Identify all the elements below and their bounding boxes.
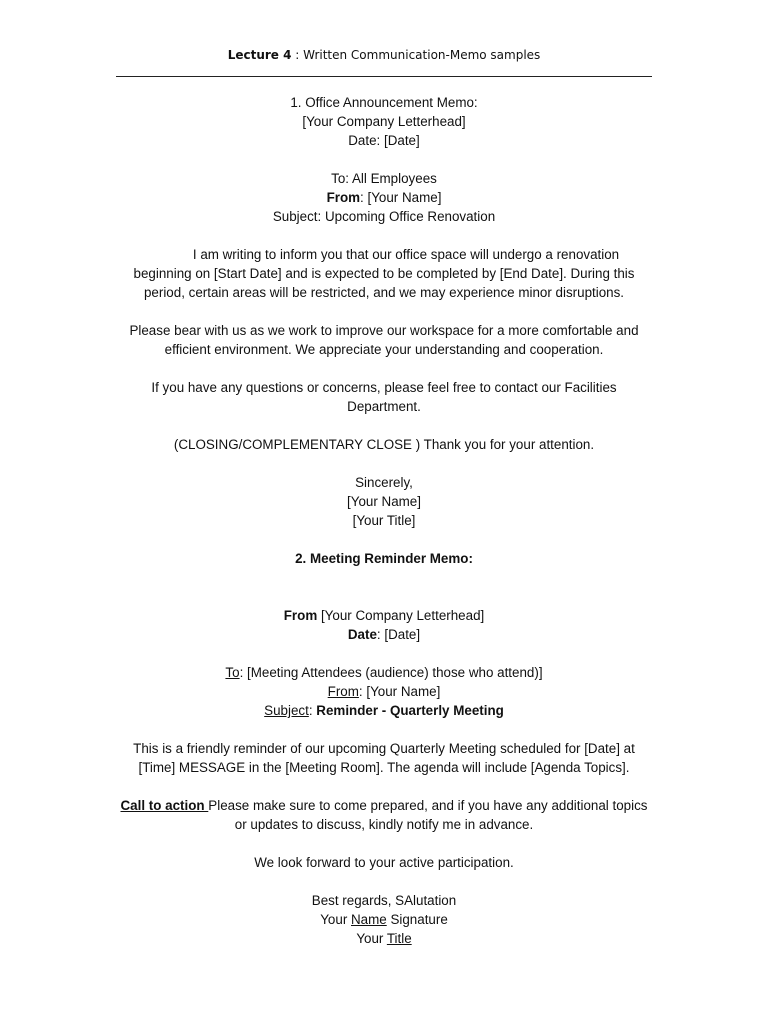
memo2-from-label: From [283, 608, 318, 623]
memo2-subject-label: Subject [264, 703, 309, 718]
memo2-paragraph-3: We look forward to your active participation. [254, 855, 514, 870]
memo1-closing: (CLOSING/COMPLEMENTARY CLOSE ) Thank you for your attention. [173, 437, 595, 452]
memo2-heading-text: 2. Meeting Reminder Memo: [295, 551, 473, 566]
memo1-paragraph-1: I am writing to inform you that our office space will undergo a renovation beginning on [Start Date] and is expected to be completed by [End Date]. During this period, certain areas will be restricted, and we may experience minor disruptions. [133, 247, 635, 300]
memo2-date-value: : [Date] [376, 627, 421, 642]
page-header [116, 48, 652, 62]
header-title: Written Communication-Memo samples [303, 48, 541, 62]
memo2-to-label: To [225, 665, 240, 680]
memo2-name-word: Name [351, 912, 387, 927]
memo2-name-signature [118, 910, 650, 929]
memo2-from-value: [Your Company Letterhead] [317, 608, 485, 623]
memo2-title-word: Title [386, 931, 412, 946]
memo2-date [118, 625, 650, 644]
memo2-regards: Best regards, SAlutation [311, 893, 457, 908]
memo1-subject: Subject: Upcoming Office Renovation [272, 209, 496, 224]
header-rule [116, 76, 652, 77]
memo2-call-to-action [118, 796, 650, 834]
memo2-subject [118, 701, 650, 720]
memo1-paragraph-2: Please bear with us as we work to improve our workspace for a more comfortable and efficient environment. We appreciate your understanding and cooperation. [129, 323, 639, 357]
memo1-from-value: : [Your Name] [360, 190, 442, 205]
memo2-your-2: Your [356, 931, 387, 946]
memo1-sign-off: Sincerely, [355, 475, 413, 490]
memo2-to [118, 663, 650, 682]
memo2-title-line [118, 929, 650, 948]
document-body [118, 93, 650, 948]
memo2-subject-sep: : [308, 703, 317, 718]
memo2-paragraph-1: This is a friendly reminder of our upcoming Quarterly Meeting scheduled for [Date] at [Time] MESSAGE in the [Meeting Room]. The agenda will include [Agenda Topics]. [133, 741, 635, 775]
lecture-label: Lecture 4 [227, 48, 292, 62]
memo1-from-label: From [326, 190, 361, 205]
memo2-heading [118, 549, 650, 568]
header-separator: : [291, 48, 304, 62]
memo1-date: Date: [Date] [348, 133, 420, 148]
memo1-paragraph-3: If you have any questions or concerns, please feel free to contact our Facilities Department. [151, 380, 617, 414]
memo1-from [118, 188, 650, 207]
memo2-from2-value: : [Your Name] [358, 684, 441, 699]
memo1-to: To: All Employees [331, 171, 437, 186]
memo1-heading: 1. Office Announcement Memo: [290, 95, 478, 110]
memo2-signature: Signature [386, 912, 448, 927]
memo2-subject-value: Reminder - Quarterly Meeting [316, 703, 504, 718]
memo1-name: [Your Name] [347, 494, 421, 509]
memo2-from2-label: From [327, 684, 359, 699]
memo2-date-label: Date [347, 627, 377, 642]
memo2-cta-text: Please make sure to come prepared, and if you have any additional topics or updates to discuss, kindly notify me in advance. [208, 798, 648, 832]
memo2-from2 [118, 682, 650, 701]
memo2-to-value: : [Meeting Attendees (audience) those who attend)] [239, 665, 543, 680]
memo2-your-1: Your [320, 912, 351, 927]
memo1-title: [Your Title] [352, 513, 416, 528]
memo2-from [118, 606, 650, 625]
memo1-letterhead: [Your Company Letterhead] [302, 114, 466, 129]
memo2-cta-label: Call to action [120, 798, 209, 813]
